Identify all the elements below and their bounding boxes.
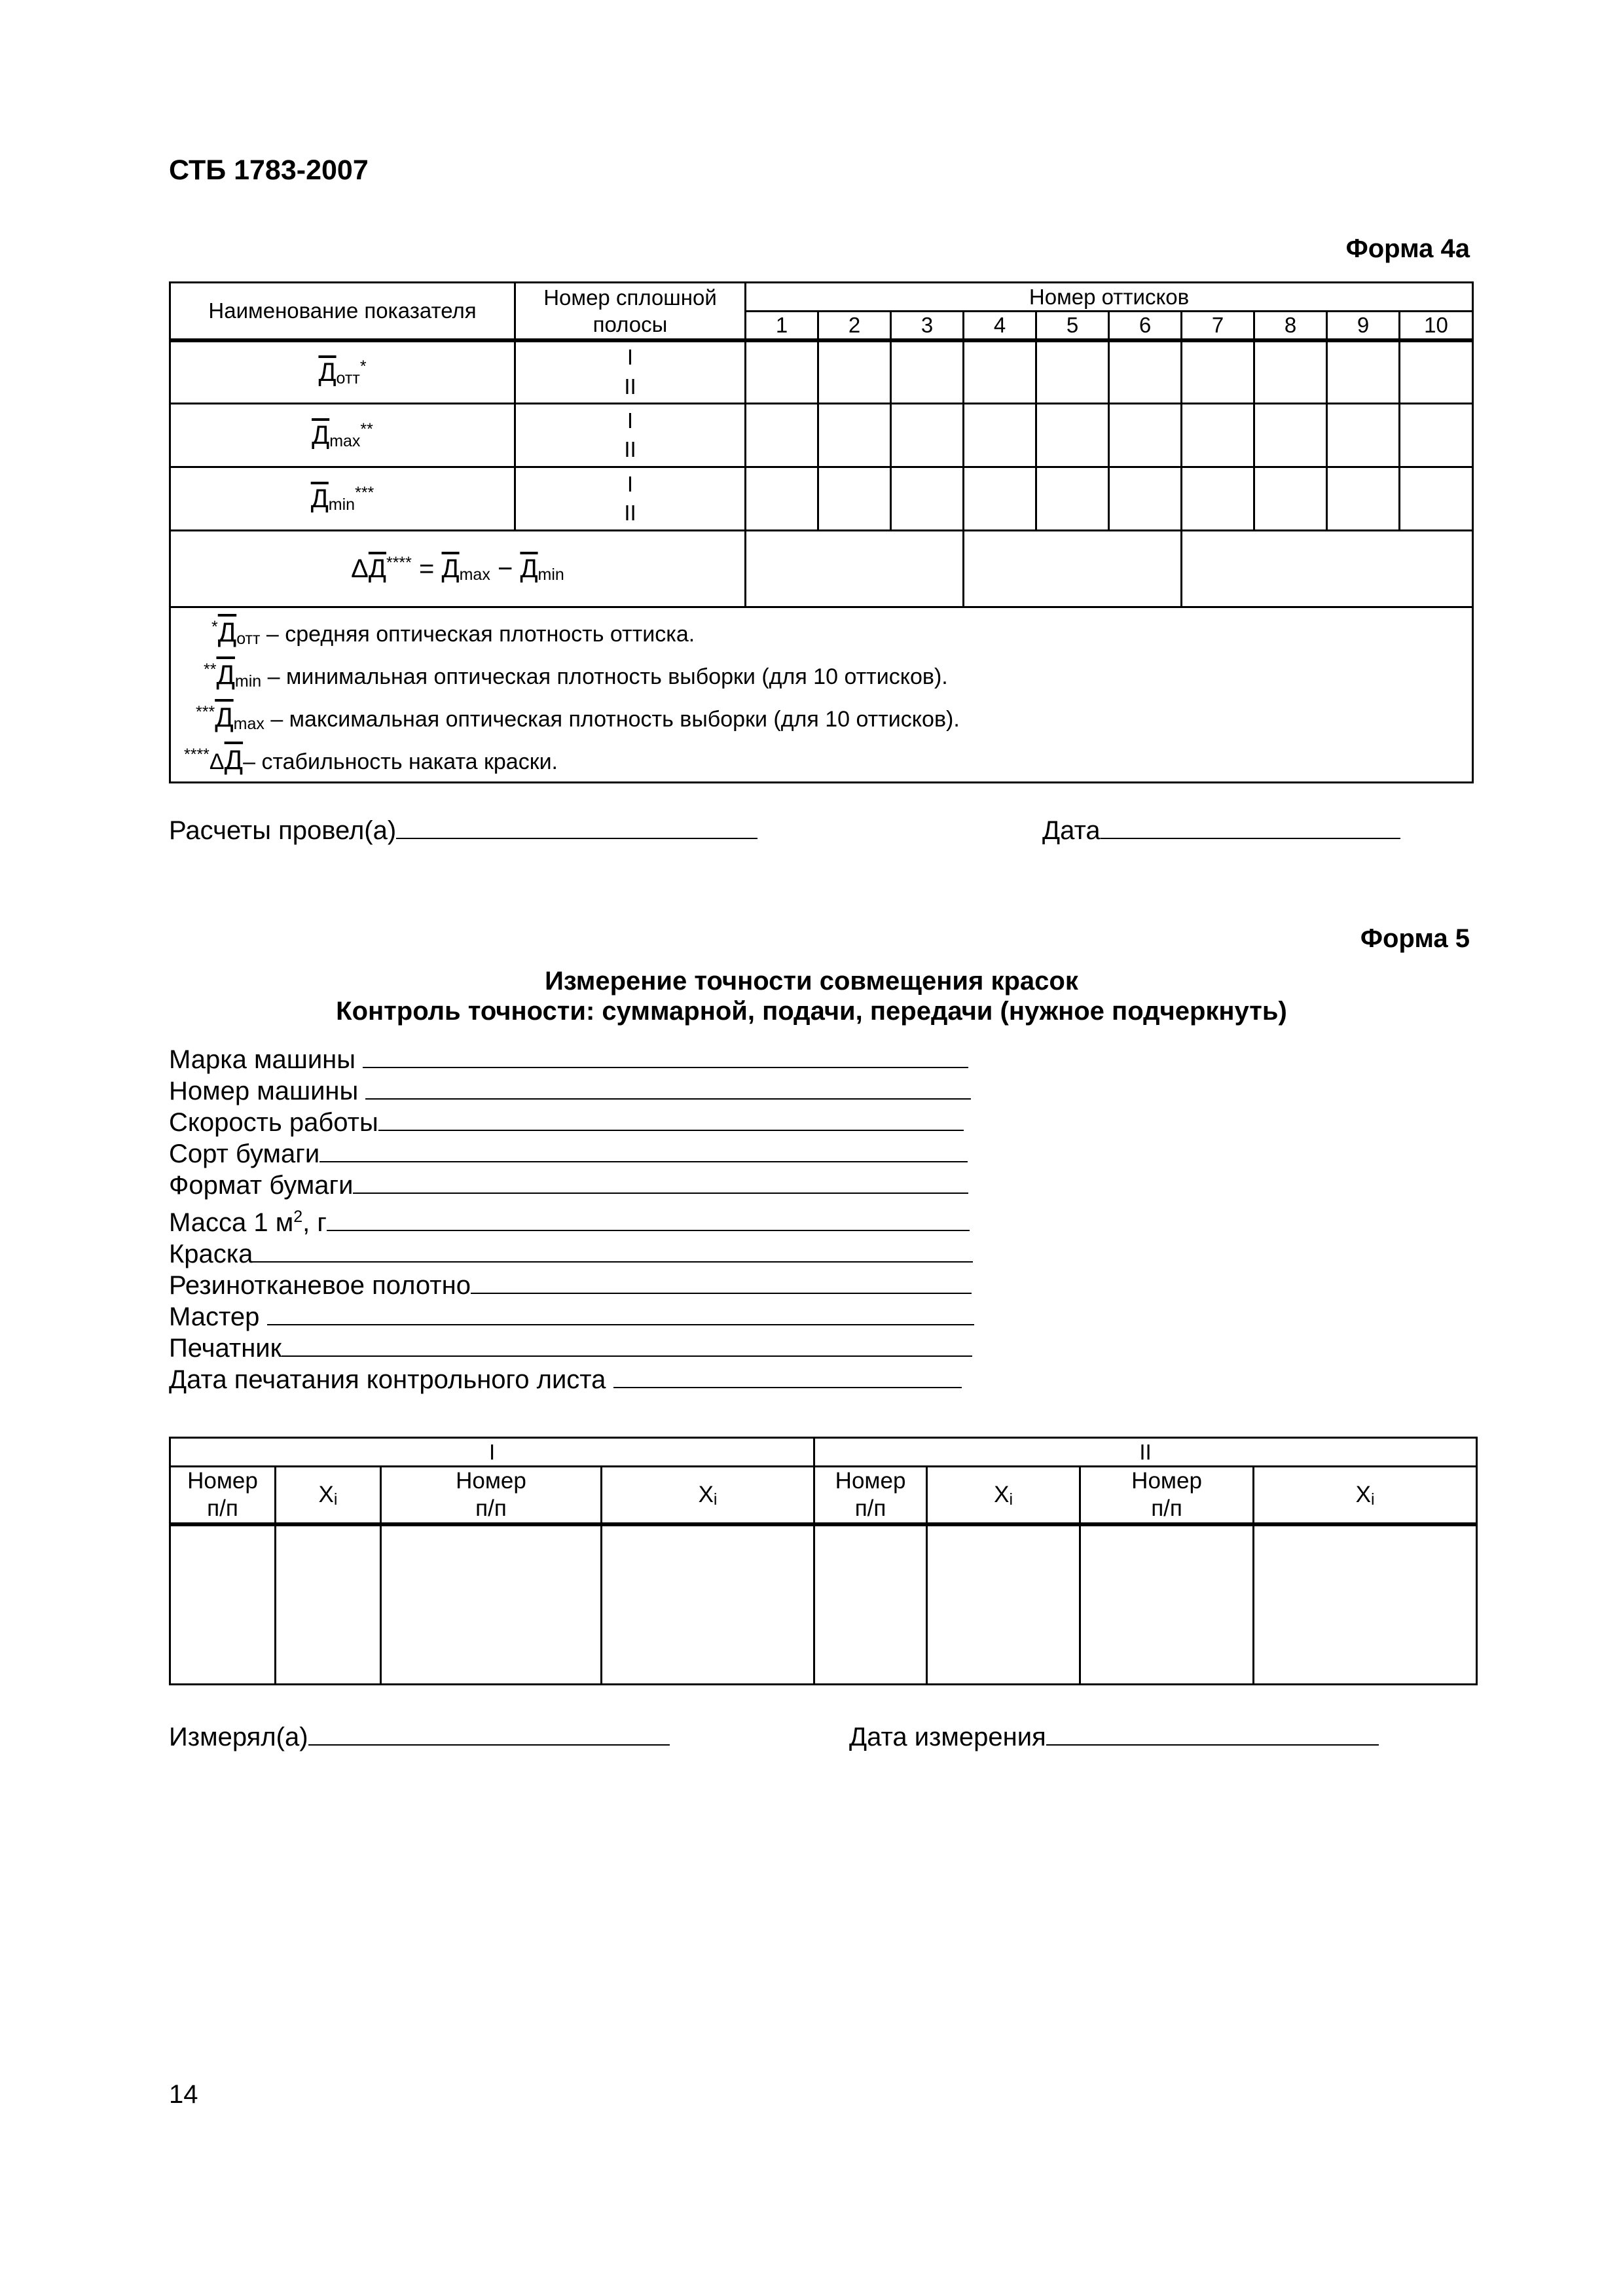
value-cell[interactable]	[1327, 404, 1400, 467]
strip-cell: I II	[515, 404, 746, 467]
measure-date-label: Дата измерения	[849, 1723, 1046, 1751]
value-cell[interactable]	[1400, 340, 1473, 404]
value-cell[interactable]	[1036, 467, 1109, 531]
footnote: *Дотт – средняя оптическая плотность оттиска.	[211, 617, 695, 649]
date-blank[interactable]	[1101, 816, 1400, 839]
indicator-d-min: Дmin***	[170, 467, 515, 531]
value-cell[interactable]	[964, 340, 1036, 404]
table-row	[170, 467, 1473, 531]
value-cell[interactable]	[746, 404, 818, 467]
print-number: 5	[1036, 312, 1109, 340]
footnote: **Дmin – минимальная оптическая плотность выборки (для 10 оттисков).	[204, 659, 948, 691]
field-master[interactable]: Мастер	[169, 1301, 1020, 1333]
value-cell[interactable]	[1327, 340, 1400, 404]
value-cell[interactable]	[818, 404, 891, 467]
header-strip-number: Номер сплошной полосы	[515, 283, 746, 340]
form-5-label: Форма 5	[1360, 924, 1470, 953]
value-cell[interactable]	[1400, 404, 1473, 467]
delta-d-formula: ΔД**** = Дmax − Дmin	[170, 531, 746, 607]
indicator-d-max: Дmax**	[170, 404, 515, 467]
print-number: 2	[818, 312, 891, 340]
col-x: Xi	[276, 1467, 381, 1525]
print-number: 9	[1327, 312, 1400, 340]
field-paper-mass[interactable]: Масса 1 $м^2$, г	[169, 1201, 1020, 1238]
strip-cell: I II	[515, 467, 746, 531]
calc-by-label: Расчеты провел(а)	[169, 816, 397, 845]
measured-by-blank[interactable]	[308, 1722, 670, 1746]
table-row	[170, 404, 1473, 467]
group-i-header: I	[170, 1438, 814, 1467]
date-field[interactable]	[1042, 815, 1400, 846]
col-number: Номер п/п	[1080, 1467, 1254, 1525]
document-code: СТБ 1783-2007	[169, 154, 369, 186]
value-cell[interactable]	[746, 467, 818, 531]
measure-date-field[interactable]	[849, 1721, 1379, 1753]
col-x: Xi	[1254, 1467, 1477, 1525]
measured-by-field[interactable]	[169, 1721, 670, 1753]
date-label: Дата	[1042, 816, 1101, 845]
field-blanket[interactable]: Резинотканевое полотно	[169, 1270, 1020, 1301]
print-number: 7	[1182, 312, 1254, 340]
form-5-subtitle: Контроль точности: суммарной, подачи, передачи (нужное подчеркнуть)	[336, 997, 1287, 1026]
value-cell[interactable]	[602, 1524, 814, 1684]
field-machine-brand[interactable]: Марка машины	[169, 1044, 1020, 1075]
field-speed[interactable]: Скорость работы	[169, 1107, 1020, 1138]
print-number: 10	[1400, 312, 1473, 340]
field-paper-grade[interactable]: Сорт бумаги	[169, 1138, 1020, 1170]
field-machine-number[interactable]: Номер машины	[169, 1075, 1020, 1107]
value-cell[interactable]	[964, 467, 1036, 531]
value-cell[interactable]	[1109, 467, 1182, 531]
value-cell[interactable]	[276, 1524, 381, 1684]
print-number: 4	[964, 312, 1036, 340]
value-cell[interactable]	[1109, 404, 1182, 467]
print-number: 8	[1254, 312, 1327, 340]
value-cell[interactable]	[1182, 340, 1254, 404]
field-printer[interactable]: Печатник	[169, 1333, 1020, 1364]
form-5-table	[169, 1437, 1478, 1685]
field-ink[interactable]: Краска	[169, 1238, 1020, 1270]
col-x: Xi	[602, 1467, 814, 1525]
value-cell[interactable]	[1400, 467, 1473, 531]
value-cell[interactable]	[1182, 467, 1254, 531]
calc-by-blank[interactable]	[396, 816, 757, 839]
value-cell[interactable]	[964, 404, 1036, 467]
value-cell[interactable]	[1254, 340, 1327, 404]
print-number: 3	[891, 312, 964, 340]
strip-cell: I II	[515, 340, 746, 404]
value-cell[interactable]	[818, 340, 891, 404]
value-cell[interactable]	[891, 467, 964, 531]
field-control-sheet-date[interactable]: Дата печатания контрольного листа	[169, 1364, 1020, 1395]
col-number: Номер п/п	[814, 1467, 927, 1525]
value-cell[interactable]	[170, 1524, 276, 1684]
value-cell[interactable]	[1327, 467, 1400, 531]
notes-row	[170, 607, 1473, 783]
value-cell[interactable]	[1036, 404, 1109, 467]
value-cell[interactable]	[1254, 1524, 1477, 1684]
calc-by-field[interactable]	[169, 815, 757, 846]
col-x: Xi	[927, 1467, 1080, 1525]
header-print-numbers: Номер оттисков	[746, 283, 1473, 312]
group-ii-header: II	[814, 1438, 1477, 1467]
col-number: Номер п/п	[381, 1467, 602, 1525]
table-row	[170, 1524, 1477, 1684]
value-cell[interactable]	[746, 340, 818, 404]
value-cell[interactable]	[1109, 340, 1182, 404]
measure-date-blank[interactable]	[1046, 1722, 1379, 1746]
header-indicator-name: Наименование показателя	[170, 283, 515, 340]
value-cell[interactable]	[1080, 1524, 1254, 1684]
value-cell[interactable]	[1254, 404, 1327, 467]
value-cell[interactable]	[1254, 467, 1327, 531]
table-row	[170, 340, 1473, 404]
print-number: 6	[1109, 312, 1182, 340]
field-paper-format[interactable]: Формат бумаги	[169, 1170, 1020, 1201]
machine-fields	[169, 1044, 1020, 1395]
value-cell[interactable]	[1182, 404, 1254, 467]
measured-by-label: Измерял(а)	[169, 1723, 308, 1751]
footnote: ***Дmax – максимальная оптическая плотность выборки (для 10 оттисков).	[196, 702, 960, 734]
table-row	[170, 531, 1473, 607]
value-cell[interactable]	[1182, 531, 1473, 607]
value-cell[interactable]	[814, 1524, 927, 1684]
value-cell[interactable]	[746, 531, 964, 607]
value-cell[interactable]	[927, 1524, 1080, 1684]
form-4a-label: Форма 4а	[1345, 234, 1470, 263]
footnote: ****ΔД– стабильность наката краски.	[184, 744, 558, 776]
value-cell[interactable]	[891, 340, 964, 404]
page-number: 14	[169, 2080, 198, 2109]
indicator-d-ott: Дотт*	[170, 340, 515, 404]
value-cell[interactable]	[818, 467, 891, 531]
value-cell[interactable]	[1036, 340, 1109, 404]
print-number: 1	[746, 312, 818, 340]
col-number: Номер п/п	[170, 1467, 276, 1525]
footnotes-cell	[170, 607, 1473, 783]
form-4a-table	[169, 281, 1474, 783]
value-cell[interactable]	[964, 531, 1182, 607]
form-5-title: Измерение точности совмещения красок	[545, 967, 1078, 996]
value-cell[interactable]	[381, 1524, 602, 1684]
value-cell[interactable]	[891, 404, 964, 467]
